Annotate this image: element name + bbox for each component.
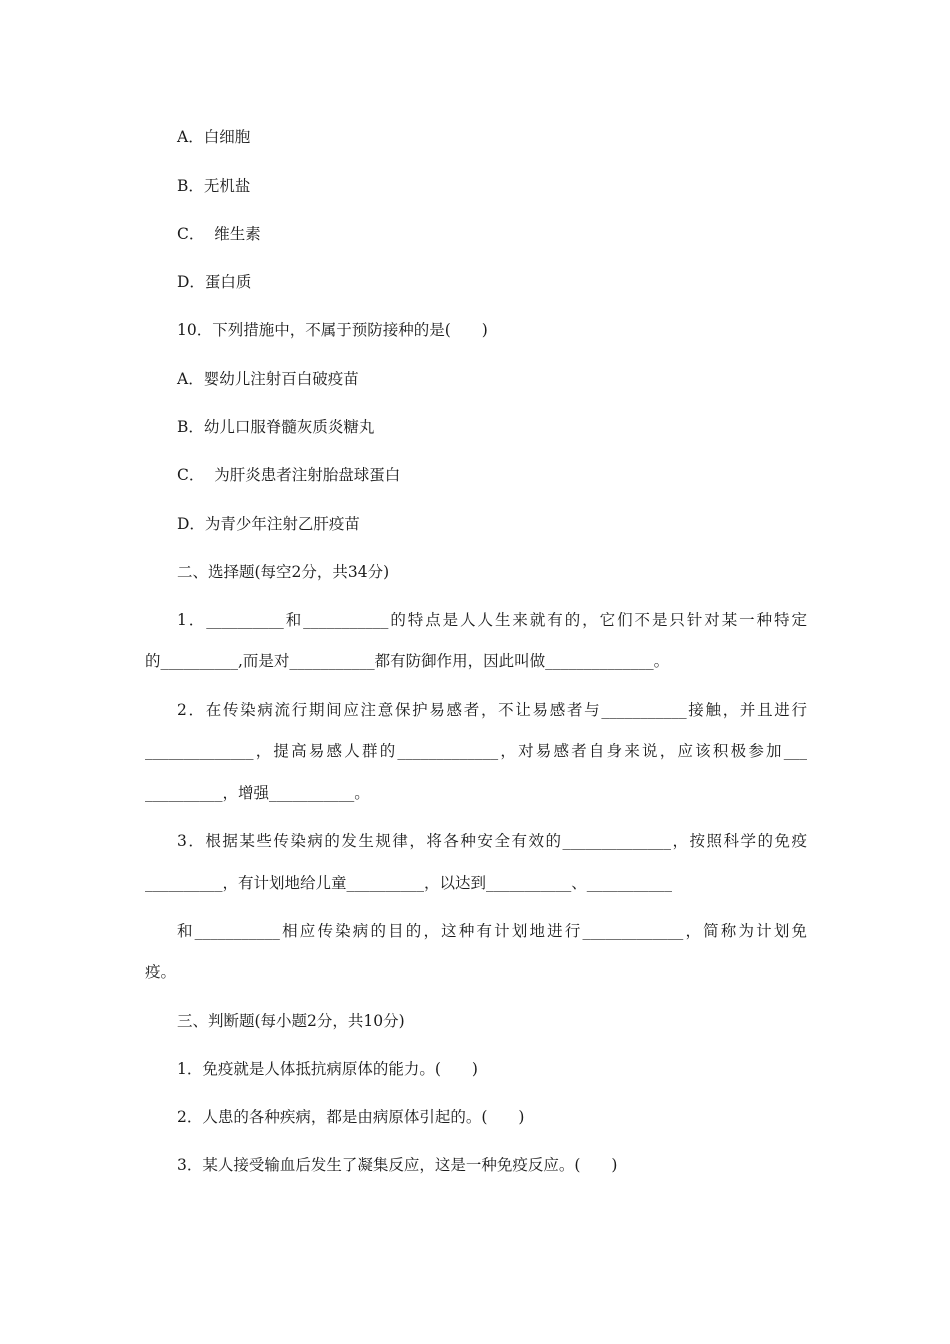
section2-heading: 二、选择题(每空2分，共34分) bbox=[177, 563, 390, 581]
s2-q3-line4: 疫。 bbox=[145, 963, 177, 981]
s2-q3-line2: __________，有计划地给儿童__________，以达到___________、___________ bbox=[145, 874, 673, 892]
q10-option-b: B．幼儿口服脊髓灰质炎糖丸 bbox=[177, 418, 375, 436]
s3-item-3: 3．某人接受输血后发生了凝集反应，这是一种免疫反应。( ) bbox=[177, 1156, 618, 1174]
q10-option-c: C． 为肝炎患者注射胎盘球蛋白 bbox=[177, 466, 401, 484]
s2-q1-line2: 的__________,而是对___________都有防御作用，因此叫做______________。 bbox=[145, 652, 670, 670]
s3-item-2: 2．人患的各种疾病，都是由病原体引起的。( ) bbox=[177, 1108, 525, 1126]
s2-q1-line1: 1．__________和___________的特点是人人生来就有的，它们不是只针对某一种特定 bbox=[177, 611, 807, 629]
s2-q3-line3: 和___________相应传染病的目的，这种有计划地进行_____________，简称为计划免 bbox=[177, 922, 807, 940]
q9-option-c: C． 维生素 bbox=[177, 225, 261, 243]
q10-option-d: D．为青少年注射乙肝疫苗 bbox=[177, 515, 360, 533]
s2-q2-line1: 2．在传染病流行期间应注意保护易感者，不让易感者与___________接触，并且进行 bbox=[177, 701, 807, 719]
q9-option-a: A．白细胞 bbox=[177, 128, 251, 146]
s2-q2-line3: __________，增强___________。 bbox=[145, 784, 370, 802]
s2-q3-line1: 3．根据某些传染病的发生规律，将各种安全有效的______________，按照科学的免疫 bbox=[177, 832, 807, 850]
s2-q2-line2: ______________，提高易感人群的_____________，对易感者自身来说，应该积极参加___ bbox=[145, 742, 807, 760]
s3-item-1: 1．免疫就是人体抵抗病原体的能力。( ) bbox=[177, 1060, 478, 1078]
q9-option-b: B．无机盐 bbox=[177, 177, 251, 195]
q10-option-a: A．婴幼儿注射百白破疫苗 bbox=[177, 370, 359, 388]
q9-option-d: D．蛋白质 bbox=[177, 273, 252, 291]
section3-heading: 三、判断题(每小题2分，共10分) bbox=[177, 1012, 405, 1030]
q10-stem: 10．下列措施中，不属于预防接种的是( ) bbox=[177, 321, 488, 339]
